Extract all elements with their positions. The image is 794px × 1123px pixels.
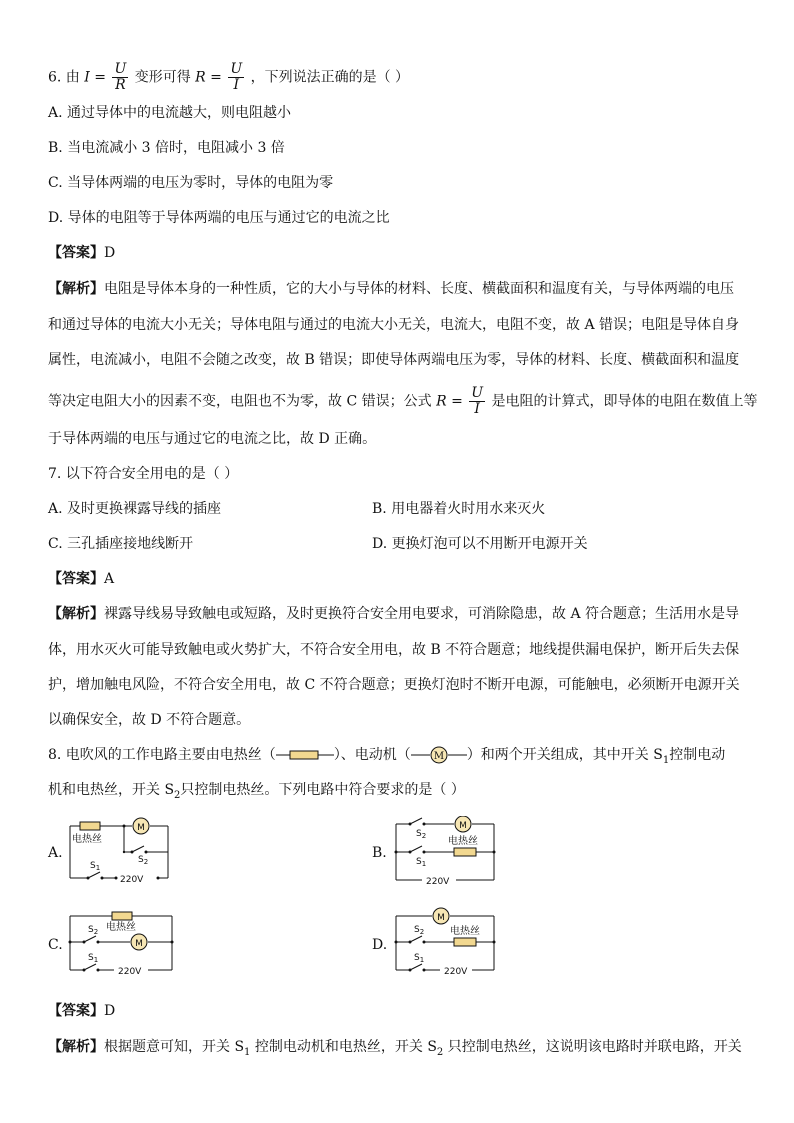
analysis-text-tail: 是电阻的计算式，即导体的电阻在数值上等 [491,393,758,410]
circuit-option-b-letter: B. [372,845,387,861]
q7-analysis-line-2: 体，用水灭火可能导致触电或火势扩大，不符合安全用电，故 B 不符合题意；地线提供漏电保护，断开后失去保 [48,642,740,658]
analysis-text: 控制电动机和电热丝，开关 S [250,1039,437,1055]
switch-letter: S [414,953,420,963]
q6-var-i: I [84,69,90,86]
switch-s2-label [414,925,424,936]
switch-s2-label [88,925,98,936]
q6-tail-text: ，下列说法正确的是（ ） [250,69,410,86]
heater-symbol-icon [276,748,334,762]
motor-letter: M [433,751,444,762]
q6-mid-text: 变形可得 [134,69,191,86]
analysis-text: 只控制电热丝，这说明该电路时并联电路，开关 [443,1039,742,1055]
motor-symbol-icon [411,746,467,764]
q7-option-d: D. 更换灯泡可以不用断开电源开关 [372,536,588,552]
switch-letter: S [414,925,420,935]
analysis-text: 等决定电阻大小的因素不变，电阻也不为零，故 C 错误；公式 [48,393,432,410]
analysis-tag: 【解析】 [48,1039,104,1055]
fraction-denominator: R [115,77,126,93]
subscript: 1 [421,860,427,868]
motor-letter: M [459,821,467,831]
q6-equals-2: = [210,69,222,86]
answer-tag: 【答案】 [48,245,104,261]
subscript: 1 [93,956,99,964]
switch-letter: S [416,829,422,839]
q7-analysis-line-4: 以确保安全，故 D 不符合题意。 [48,712,251,728]
q8-stem-text: 只控制电热丝。下列电路中符合要求的是（ ） [180,782,465,798]
switch-letter: S [88,925,94,935]
fraction-numerator: U [114,61,127,77]
q8-stem-text: ）、电动机（ [333,747,411,763]
q6-analysis-line-4 [48,386,758,417]
q6-fraction-u-over-i [228,62,244,93]
q7-stem: 7. 以下符合安全用电的是（ ） [48,466,239,482]
switch-s2-label [416,829,426,840]
q7-answer [48,570,114,588]
switch-s1-label [414,953,424,964]
q8-analysis-line-1 [48,1038,742,1062]
subscript: 2 [143,858,149,866]
circuit-option-c-letter: C. [48,937,63,953]
subscript: 1 [419,956,425,964]
answer-value: D [104,1003,116,1019]
motor-letter: M [135,939,143,949]
motor-letter: M [137,823,145,833]
heater-label: 电热丝 [450,926,480,937]
q6-analysis-line-1 [48,280,734,298]
switch-s1-label [88,953,98,964]
voltage-label: 220V [118,967,142,977]
q6-answer [48,244,115,262]
q8-stem-text: 控制电动 [669,747,726,763]
answer-tag: 【答案】 [48,571,104,587]
q7-option-a: A. 及时更换裸露导线的插座 [48,501,222,517]
analysis-text: 电阻是导体本身的一种性质，它的大小与导体的材料、长度、横截面积和温度有关，与导体两端的电压 [104,281,734,297]
formula-equals: = [451,393,463,410]
analysis-text: 裸露导线易导致触电或短路，及时更换符合安全用电要求，可消除隐患，故 A 符合题意；生活用水是导 [104,606,740,622]
fraction-numerator: U [230,61,243,77]
switch-letter: S [90,861,96,871]
voltage-label: 220V [120,875,144,885]
heater-label: 电热丝 [106,922,136,933]
q7-option-b: B. 用电器着火时用水来灭火 [372,501,546,517]
subscript: 2 [419,928,425,936]
subscript: 2 [93,928,99,936]
q7-analysis-line-1 [48,605,739,623]
q6-option-c: C. 当导体两端的电压为零时，导体的电阻为零 [48,175,334,191]
circuit-diagram-c [66,906,180,978]
switch-letter: S [138,855,144,865]
subscript: 2 [421,832,427,840]
answer-tag: 【答案】 [48,1003,104,1019]
answer-value: A [104,571,115,587]
voltage-label: 220V [426,877,450,887]
subscript: 1 [244,1046,251,1058]
q7-analysis-line-3: 护，增加触电风险，不符合安全用电，故 C 不符合题意；更换灯泡时不断开电源，可能触电，必须断开电源开关 [48,677,740,693]
q7-option-c: C. 三孔插座接地线断开 [48,536,194,552]
motor-letter: M [437,913,445,923]
fraction-numerator: U [471,385,484,401]
q6-var-r: R [195,69,206,86]
circuit-diagram-b [390,816,502,888]
q6-analysis-line-3: 属性，电流减小，电阻不会随之改变，故 B 错误；即使导体两端电压为零，导体的材料、长度、横截面积和温度 [48,352,740,368]
subscript: 1 [95,864,101,872]
q6-fraction-u-over-r [112,62,128,93]
fraction-denominator: I [474,401,480,417]
q8-stem-line-2 [48,781,465,805]
formula-fraction [469,386,485,417]
q6-analysis-line-5: 于导体两端的电压与通过它的电流之比，故 D 正确。 [48,431,377,447]
analysis-tag: 【解析】 [48,281,104,297]
analysis-text: 根据题意可知，开关 S [104,1039,245,1055]
q6-option-a: A. 通过导体中的电流越大，则电阻越小 [48,105,292,121]
switch-letter: S [416,857,422,867]
q8-answer [48,1002,115,1020]
fraction-denominator: I [233,77,240,93]
q8-stem-text: 机和电热丝，开关 S [48,782,175,798]
voltage-label: 220V [444,967,468,977]
circuit-option-d-letter: D. [372,937,388,953]
subscript: 2 [436,1046,444,1058]
analysis-tag: 【解析】 [48,606,104,622]
q8-stem-line-1 [48,746,725,770]
q8-stem-text: ）和两个开关组成，其中开关 S [466,747,663,763]
q6-option-b: B. 当电流减小 3 倍时，电阻减小 3 倍 [48,140,285,156]
q6-equals: = [94,69,106,86]
answer-value: D [104,245,116,261]
circuit-diagram-d [392,906,502,978]
switch-letter: S [88,953,94,963]
subscript: 1 [662,754,670,766]
heater-label: 电热丝 [72,834,102,845]
q6-stem [48,62,409,93]
q6-analysis-line-2: 和通过导体的电流大小无关；导体电阻与通过的电流大小无关，电流大，电阻不变，故 A 错误；电阻是导体自身 [48,317,740,333]
q6-number: 6. 由 [48,69,80,86]
circuit-diagram-a [66,816,176,888]
formula-var-r: R [436,393,447,410]
switch-s2-label [138,855,148,866]
heater-label: 电热丝 [448,836,478,847]
subscript: 2 [174,789,181,801]
q8-stem-text: 8. 电吹风的工作电路主要由电热丝（ [48,747,276,763]
q6-option-d: D. 导体的电阻等于导体两端的电压与通过它的电流之比 [48,210,390,226]
switch-s1-label [90,861,100,872]
switch-s1-label [416,857,426,868]
circuit-option-a-letter: A. [48,845,63,861]
